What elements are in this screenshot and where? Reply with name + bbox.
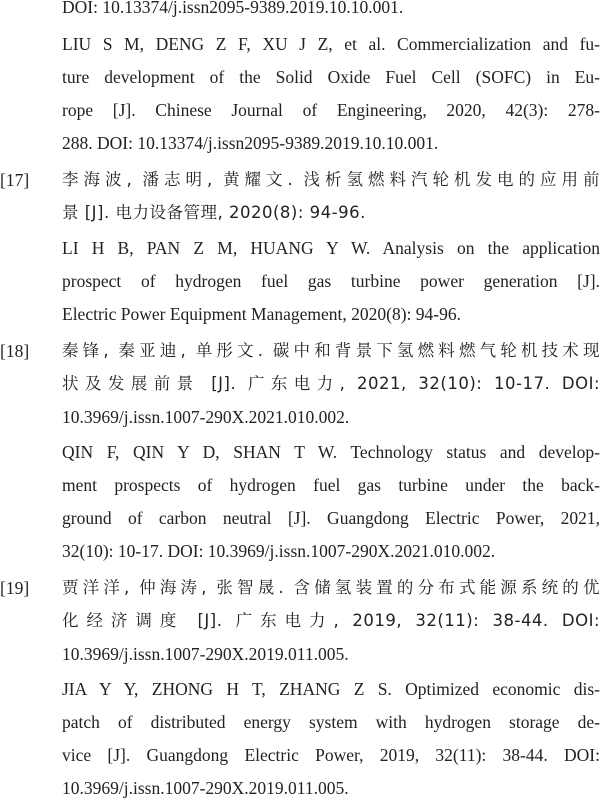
ref18-en-line-1: QIN F, QIN Y D, SHAN T W. Technology status and develop- bbox=[62, 442, 600, 462]
ref19-zh-line-1: 贾洋洋, 仲海涛, 张智晟. 含储氢装置的分布式能源系统的优 bbox=[62, 578, 600, 597]
ref16-en-line-3: rope [J]. Chinese Journal of Engineering, 2020, 42(3): 278- bbox=[62, 100, 600, 120]
ref19-en-line-4: 10.3969/j.issn.1007-290X.2019.011.005. bbox=[62, 778, 349, 798]
ref18-zh-line-3: 10.3969/j.issn.1007-290X.2021.010.002. bbox=[62, 407, 350, 427]
ref17-zh-line-1: 李海波, 潘志明, 黄耀文. 浅析氢燃料汽轮机发电的应用前 bbox=[62, 170, 600, 189]
ref18-en-line-3: ground of carbon neutral [J]. Guangdong Electric Power, 2021, bbox=[62, 508, 600, 528]
ref-number-19: [19] bbox=[0, 578, 30, 598]
ref16-en-line-4: 288. DOI: 10.13374/j.issn2095-9389.2019.10.10.001. bbox=[62, 133, 439, 153]
ref19-zh-line-3: 10.3969/j.issn.1007-290X.2019.011.005. bbox=[62, 644, 349, 664]
ref19-en-line-3: vice [J]. Guangdong Electric Power, 2019, 32(11): 38-44. DOI: bbox=[62, 745, 600, 765]
ref18-en-line-2: ment prospects of hydrogen fuel gas turbine under the back- bbox=[62, 475, 600, 495]
ref17-en-line-3: Electric Power Equipment Management, 2020(8): 94-96. bbox=[62, 304, 461, 324]
ref16-en-line-1: LIU S M, DENG Z F, XU J Z, et al. Commercialization and fu- bbox=[62, 34, 600, 54]
ref16-en-line-2: ture development of the Solid Oxide Fuel Cell (SOFC) in Eu- bbox=[62, 67, 600, 87]
ref16-doi-line: DOI: 10.13374/j.issn2095-9389.2019.10.10.001. bbox=[62, 0, 404, 17]
ref-number-18: [18] bbox=[0, 341, 30, 361]
ref17-zh-line-2: 景 [J]. 电力设备管理, 2020(8): 94-96. bbox=[62, 203, 366, 222]
ref18-zh-line-2: 状及发展前景 [J]. 广东电力, 2021, 32(10): 10-17. DOI: bbox=[62, 374, 600, 393]
ref-number-17: [17] bbox=[0, 170, 30, 190]
ref19-zh-line-2: 化经济调度 [J]. 广东电力, 2019, 32(11): 38-44. DOI: bbox=[62, 611, 600, 630]
ref19-en-line-1: JIA Y Y, ZHONG H T, ZHANG Z S. Optimized economic dis- bbox=[62, 679, 600, 699]
ref18-zh-line-1: 秦锋, 秦亚迪, 单彤文. 碳中和背景下氢燃料燃气轮机技术现 bbox=[62, 341, 600, 360]
ref18-en-line-4: 32(10): 10-17. DOI: 10.3969/j.issn.1007-290X.2021.010.002. bbox=[62, 541, 496, 561]
ref17-en-line-2: prospect of hydrogen fuel gas turbine power generation [J]. bbox=[62, 271, 600, 291]
ref19-en-line-2: patch of distributed energy system with hydrogen storage de- bbox=[62, 712, 600, 732]
ref17-en-line-1: LI H B, PAN Z M, HUANG Y W. Analysis on the application bbox=[62, 238, 600, 258]
